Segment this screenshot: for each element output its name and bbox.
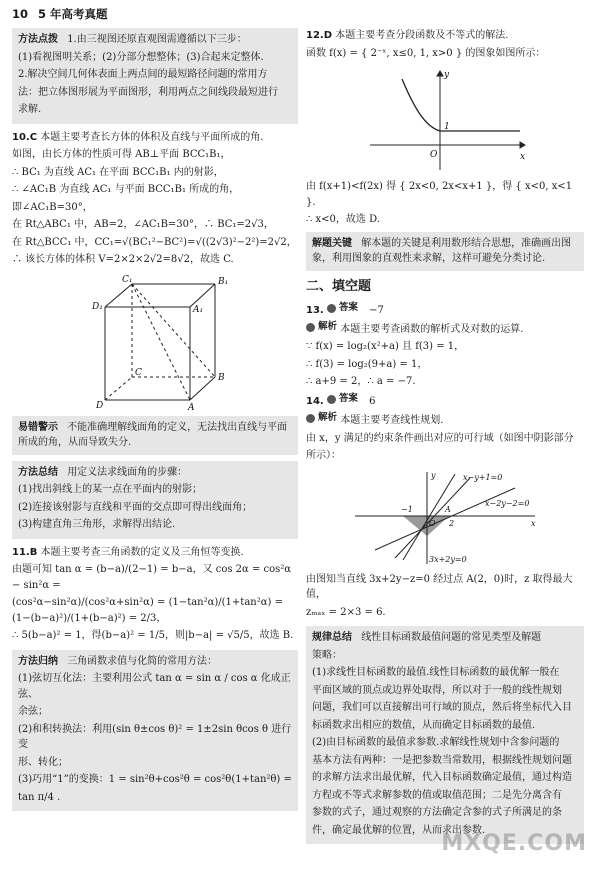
q10-head: 10.C [12,131,38,143]
q14-after: zₘₐₓ = 2×3 = 6. [306,606,386,618]
q13-line: ∵ f(x) = log₂(x²+a) 且 f(3) = 1， [306,341,465,353]
page-header-title: 5 年高考真题 [38,7,108,21]
rule-sum-line: 的求解方法求出最优解，代入目标函数确定最值，通过构造 [312,772,572,784]
q10-line: ∴ ∠AC₁B 为直线 AC₁ 与平面 BCC₁B₁ 所成的角， [12,184,240,195]
key-box [306,232,584,271]
label-d: D [96,400,104,411]
two-label: 2 [449,518,455,528]
q13-answer: −7 [369,304,384,316]
analysis-icon [306,414,315,423]
region-x-label: x [531,518,536,528]
q12-conclusion: ∴ x<0，故选 D. [306,214,380,225]
method-tip-line: 求解. [18,104,42,115]
rule-sum-line: 基本方法有两种：一是把参数当常数用，根据线性规划问题 [312,754,572,766]
rule-sum-label: 规律总结 [312,632,352,644]
key-text: 解本题的关键是利用数形结合思想，准确画出图象，利用图象的直观性来求解，这样可避免分类讨论. [312,237,572,264]
q12-solve-line: 由 f(x+1)<f(2x) 得 { 2x<0, 2x<x+1 }，得 { x<0, x<1 }. [306,181,573,208]
page-header [12,6,582,26]
method-induce-line: (2)和积转换法：利用(sin θ±cos θ)² = 1±2sin θcos θ 进行变 [18,723,292,750]
rule-sum-line: 平面区域的顶点或边界处取得，所以对于一般的线性规划 [312,684,562,696]
method-sum-line: 用定义法求线面角的步骤： [67,466,188,478]
q11-line: 由题可知 tan α = (b−a)/(2−1) = b−a，又 cos 2α = cos²α − sin²α = [12,564,292,591]
analysis-tag: 解析 [306,411,337,426]
method-sum-line: (3)构建直角三角形，求解得出结论. [18,519,176,530]
feasible-region-graph [345,468,545,568]
method-sum-box [12,461,298,539]
method-tip-line: 法：把立体图形展为平面图形，利用两点之间线段最短进行 [18,86,278,98]
q11-line: ∴ 5(b−a)² = 1，得(b−a)² = 1/5，则|b−a| = √5/5，故选 B. [12,630,294,641]
answer-tag: 答案 [327,392,358,407]
rule-sum-line: 参数的式子，通过观察的方法确定含参的式子所满足的条 [312,807,562,819]
watermark-logo: MXQE.COM [441,830,587,856]
line1-label: x−y+1=0 [463,472,503,482]
left-column [12,28,298,817]
q14-analysis [306,411,584,428]
label-b: B [218,372,225,383]
q14-head: 14. [306,395,324,407]
minus-one-label: −1 [401,504,413,514]
method-tip-box [12,28,298,124]
method-induce-line: tan π/4 . [18,791,61,803]
method-sum-line: (1)找出斜线上的某一点在平面内的射影； [18,484,203,495]
rule-sum-line: 方程或不等式求解参数的值或取值范围；二是先分离含有 [312,789,562,801]
line2-label: x−2y−2=0 [485,498,530,508]
line3-label: 3x+2y=0 [429,554,467,564]
q12-intro: 本题主要考查分段函数及不等式的解法. [335,30,509,41]
q11-line: (cos²α−sin²α)/(cos²α+sin²α) = (1−tan²α)/(1+tan²α) = (1−(b−a)²)/(1+(b−a)²) = 2/3， [12,597,283,624]
q10-line: 本题主要考查长方体的体积及直线与平面所成的角. [40,131,264,143]
answer-icon [327,304,336,313]
point-a-label: A [445,504,451,514]
rule-sum-box [306,626,584,844]
method-tip-line: 1.由三视图还原直观图需遵循以下三步： [67,34,247,45]
q13-line: ∴ a+9 = 2，∴ a = −7. [306,376,416,388]
label-b1: B₁ [218,276,229,287]
rule-sum-line: (1)求线性目标函数的最值.线性目标函数的最优解一般在 [312,667,560,679]
graph-origin-label: O [430,150,438,160]
q12-head: 12.D [306,30,333,41]
q10-line: 在 Rt△BCC₁ 中，CC₁=√(BC₁²−BC²)=√((2√3)²−2²)=2√2， [12,236,297,248]
method-tip-line: (1)看视图明关系；(2)分部分想整体；(3)合起来定整体. [18,51,264,63]
rule-sum-line: (2)由目标函数的最值求参数.求解线性规划中含参问题的 [312,737,560,749]
method-induce-line: 三角函数求值与化简的常用方法： [67,655,218,667]
easy-mistake-text: 不能准确理解线面角的定义，无法找出直线与平面所成的角，从而导致失分. [18,421,288,448]
label-c: C [135,367,142,378]
analysis-icon [306,323,315,332]
rule-sum-line: 策略： [312,649,342,661]
q14-after: 由图知当直线 3x+2y−z=0 经过点 A(2，0)时，z 取得最大值， [306,573,573,601]
label-a: A [188,402,195,412]
q11-head: 11.B [12,546,38,558]
graph-one-label: 1 [444,122,450,132]
question-11 [12,545,298,644]
question-13 [306,301,584,390]
method-sum-label: 方法总结 [18,466,58,478]
question-12 [306,28,584,228]
question-14 [306,392,584,620]
region-origin-label: O [429,518,436,528]
q13-line: 本题主要考查函数的解析式及对数的运算. [340,323,524,335]
easy-mistake-label: 易错警示 [18,421,58,433]
cuboid-figure [80,272,230,412]
q10-line: 如图，由长方体的性质可得 AB⊥平面 BCC₁B₁， [12,149,231,160]
q14-line: 所示）： [306,450,341,462]
rule-sum-line: 件，确定最优解的位置，从而求出参数. [312,824,486,836]
method-induce-line: 形、转化； [18,756,68,768]
answer-tag: 答案 [327,301,358,316]
method-induce-line: (1)弦切互化法：主要利用公式 tan α = sin α / cos α 化成正弦、 [18,673,291,700]
label-a1: A₁ [193,304,204,315]
q11-line: 本题主要考查三角函数的定义及三角恒等变换. [40,546,244,558]
q13-head: 13. [306,304,324,316]
rule-sum-line: 问题，我们可以直接解出可行域的顶点，然后将坐标代入目 [312,702,572,714]
method-tip-line: 2.解决空间几何体表面上两点间的最短路径问题的常用方 [18,69,268,80]
method-induce-line: 余弦； [18,706,48,717]
label-d1: D₁ [92,301,103,312]
analysis-tag: 解析 [306,320,337,335]
key-label: 解题关键 [312,237,352,249]
rule-sum-line: 线性目标函数最值问题的常见类型及解题 [361,632,542,644]
piecewise-graph [360,65,530,175]
section-title: 二、填空题 [306,278,372,294]
question-10 [12,130,298,412]
q13-analysis [306,320,584,337]
q14-line: 由 x，y 满足的约束条件画出对应的可行域（如图中阴影部分 [306,432,574,444]
graph-y-label: y [444,70,450,80]
method-tip-label: 方法点拨 [18,34,58,45]
answer-icon [327,395,336,404]
right-column [306,28,584,850]
method-induce-label: 方法归纳 [18,655,58,667]
rule-sum-line: 标函数求出相应的数值，从而确定目标函数的最值. [312,719,536,731]
page-number: 10 [12,7,29,21]
region-y-label: y [431,470,436,480]
method-induce-line: (3)巧用“1”的变换：1 = sin²θ+cos²θ = cos²θ(1+tan²θ) = [18,774,292,785]
label-c1: C₁ [122,274,133,285]
method-sum-line: (2)连接该射影与直线和平面的交点即可得出线面角； [18,501,253,513]
easy-mistake-box [12,416,298,455]
q12-func-line: 函数 f(x) = { 2⁻ˣ, x≤0, 1, x>0 } 的图象如图所示： [306,47,546,59]
q14-answer: 6 [369,395,376,407]
q10-line: 即∠AC₁B=30°， [12,201,93,213]
q13-line: ∴ f(3) = log₂(9+a) = 1， [306,358,428,370]
q10-line: ∴ 该长方体的体积 V=2×2×2√2=8√2，故选 C. [12,254,234,265]
q14-line: 本题主要考查线性规划. [340,415,444,427]
q10-line: ∴ BC₁ 为直线 AC₁ 在平面 BCC₁B₁ 内的射影， [12,166,224,178]
graph-x-label: x [520,152,526,162]
method-induce-box [12,650,298,812]
q10-line: 在 Rt△ABC₁ 中，AB=2，∠AC₁B=30°，∴ BC₁=2√3， [12,219,274,230]
